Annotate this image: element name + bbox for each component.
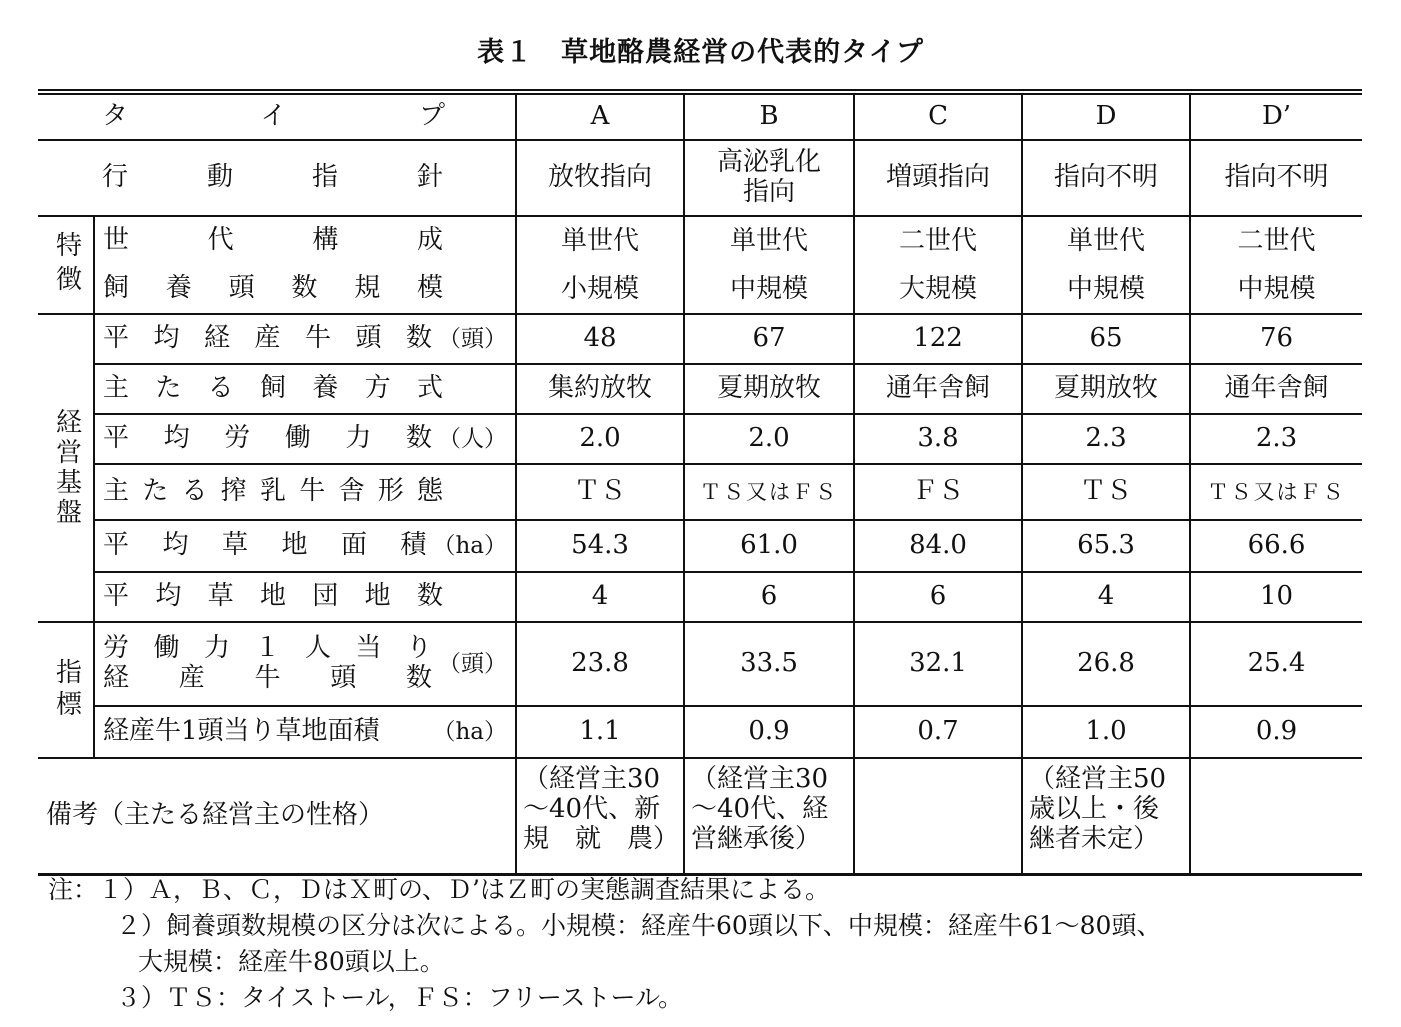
generation-label: 世 代 構 成 <box>103 225 443 256</box>
labor-d: 2.3 <box>1022 414 1190 464</box>
cows-row <box>38 314 1362 364</box>
cpw-b: 33.5 <box>684 622 854 706</box>
labor-a: 2.0 <box>516 414 684 464</box>
features-row <box>38 216 1362 314</box>
remarks-d-prime <box>1190 758 1362 874</box>
apc-c: 0.7 <box>854 706 1022 758</box>
features-label-cell <box>94 216 516 314</box>
group-indicators: 指標 <box>38 622 94 758</box>
cows-a: 48 <box>516 314 684 364</box>
feeding-row <box>38 364 1362 414</box>
policy-row <box>38 140 1362 216</box>
feeding-c: 通年舎飼 <box>854 364 1022 414</box>
table-title <box>0 30 1401 69</box>
area-per-cow-label-cell: 経産牛1頭当り草地面積 （ha） <box>94 706 516 758</box>
area-d-prime: 66.6 <box>1190 520 1362 572</box>
policy-label-cell <box>38 140 516 216</box>
plots-b: 6 <box>684 572 854 622</box>
apc-d-prime: 0.9 <box>1190 706 1362 758</box>
col-header-c: C <box>854 92 1022 140</box>
policy-b <box>684 140 854 216</box>
plots-a: 4 <box>516 572 684 622</box>
policy-b-line2: 指向 <box>743 177 796 207</box>
note-2: ２）飼養頭数規模の区分は次による。小規模：経産牛60頭以下、中規模：経産牛61～80頭、 <box>116 911 1162 940</box>
herd-scale-label: 飼 養 頭 数 規 模 <box>103 273 443 304</box>
cows-d-prime: 76 <box>1190 314 1362 364</box>
labor-row <box>38 414 1362 464</box>
labor-label-cell: 平 均 労 働 力 数 （人） <box>94 414 516 464</box>
plots-row <box>38 572 1362 622</box>
policy-a: 放牧指向 <box>516 140 684 216</box>
note-2-cont: 大規模：経産牛80頭以上。 <box>138 947 445 976</box>
area-label-cell: 平 均 草 地 面 積 （ha） <box>94 520 516 572</box>
plots-d-prime: 10 <box>1190 572 1362 622</box>
feeding-d: 夏期放牧 <box>1022 364 1190 414</box>
cpw-c: 32.1 <box>854 622 1022 706</box>
policy-label: 行 動 指 針 <box>102 162 444 193</box>
table-title-text: 草地酪農経営の代表的タイプ <box>561 37 924 68</box>
feeding-label-cell: 主 た る 飼 養 方 式 <box>94 364 516 414</box>
cows-d: 65 <box>1022 314 1190 364</box>
col-header-a: A <box>516 92 684 140</box>
cpw-a: 23.8 <box>516 622 684 706</box>
cows-per-worker-row <box>38 622 1362 706</box>
plots-d: 4 <box>1022 572 1190 622</box>
cows-b: 67 <box>684 314 854 364</box>
remarks-a: （経営主30 ～40代、新 規 就 農） <box>516 758 684 874</box>
remarks-row <box>38 758 1362 874</box>
remarks-d: （経営主50 歳以上・後 継者未定） <box>1022 758 1190 874</box>
feeding-d-prime: 通年舎飼 <box>1190 364 1362 414</box>
features-c: 二世代 大規模 <box>854 216 1022 314</box>
features-b: 単世代 中規模 <box>684 216 854 314</box>
features-a: 単世代 小規模 <box>516 216 684 314</box>
area-c: 84.0 <box>854 520 1022 572</box>
features-d: 単世代 中規模 <box>1022 216 1190 314</box>
policy-d: 指向不明 <box>1022 140 1190 216</box>
barn-a: ＴＳ <box>516 464 684 520</box>
feeding-b: 夏期放牧 <box>684 364 854 414</box>
barn-d-prime: ＴＳ又はＦＳ <box>1190 464 1362 520</box>
plots-label-cell: 平 均 草 地 団 地 数 <box>94 572 516 622</box>
cows-per-worker-label-cell: 労 働 力 １ 人 当 り 経 産 牛 頭 数 （頭） <box>94 622 516 706</box>
col-header-b: B <box>684 92 854 140</box>
barn-b: ＴＳ又はＦＳ <box>684 464 854 520</box>
header-row <box>38 92 1362 140</box>
group-management: 経営基盤 <box>38 314 94 622</box>
remarks-label: 備考（主たる経営主の性格） <box>38 758 516 874</box>
plots-c: 6 <box>854 572 1022 622</box>
note-3: ３）ＴＳ：タイストール，ＦＳ：フリーストール。 <box>116 983 684 1012</box>
remarks-c <box>854 758 1022 874</box>
barn-row <box>38 464 1362 520</box>
labor-c: 3.8 <box>854 414 1022 464</box>
barn-label-cell: 主 た る 搾 乳 牛 舎 形 態 <box>94 464 516 520</box>
policy-b-line1: 高泌乳化 <box>717 147 822 178</box>
apc-a: 1.1 <box>516 706 684 758</box>
cows-c: 122 <box>854 314 1022 364</box>
area-per-cow-row <box>38 706 1362 758</box>
cpw-d-prime: 25.4 <box>1190 622 1362 706</box>
col-header-d: D <box>1022 92 1190 140</box>
labor-d-prime: 2.3 <box>1190 414 1362 464</box>
area-b: 61.0 <box>684 520 854 572</box>
col-header-d-prime: D’ <box>1190 92 1362 140</box>
barn-c: ＦＳ <box>854 464 1022 520</box>
type-label-cell <box>38 92 516 140</box>
type-label: タ イ プ <box>102 101 446 132</box>
table-number: 表１ <box>477 37 534 68</box>
policy-d-prime: 指向不明 <box>1190 140 1362 216</box>
apc-b: 0.9 <box>684 706 854 758</box>
feeding-a: 集約放牧 <box>516 364 684 414</box>
note-1: 注：１）Ａ，Ｂ、Ｃ，ＤはＸ町の、Ｄ’はＺ町の実態調査結果による。 <box>48 875 830 904</box>
farm-type-table <box>38 89 1362 876</box>
policy-c: 増頭指向 <box>854 140 1022 216</box>
features-d-prime: 二世代 中規模 <box>1190 216 1362 314</box>
cpw-d: 26.8 <box>1022 622 1190 706</box>
area-a: 54.3 <box>516 520 684 572</box>
remarks-b: （経営主30 ～40代、経 営継承後） <box>684 758 854 874</box>
table-notes <box>48 872 1368 1016</box>
barn-d: ＴＳ <box>1022 464 1190 520</box>
area-row <box>38 520 1362 572</box>
apc-d: 1.0 <box>1022 706 1190 758</box>
labor-b: 2.0 <box>684 414 854 464</box>
group-features: 特徴 <box>38 216 94 314</box>
area-d: 65.3 <box>1022 520 1190 572</box>
cows-label-cell: 平 均 経 産 牛 頭 数 （頭） <box>94 314 516 364</box>
